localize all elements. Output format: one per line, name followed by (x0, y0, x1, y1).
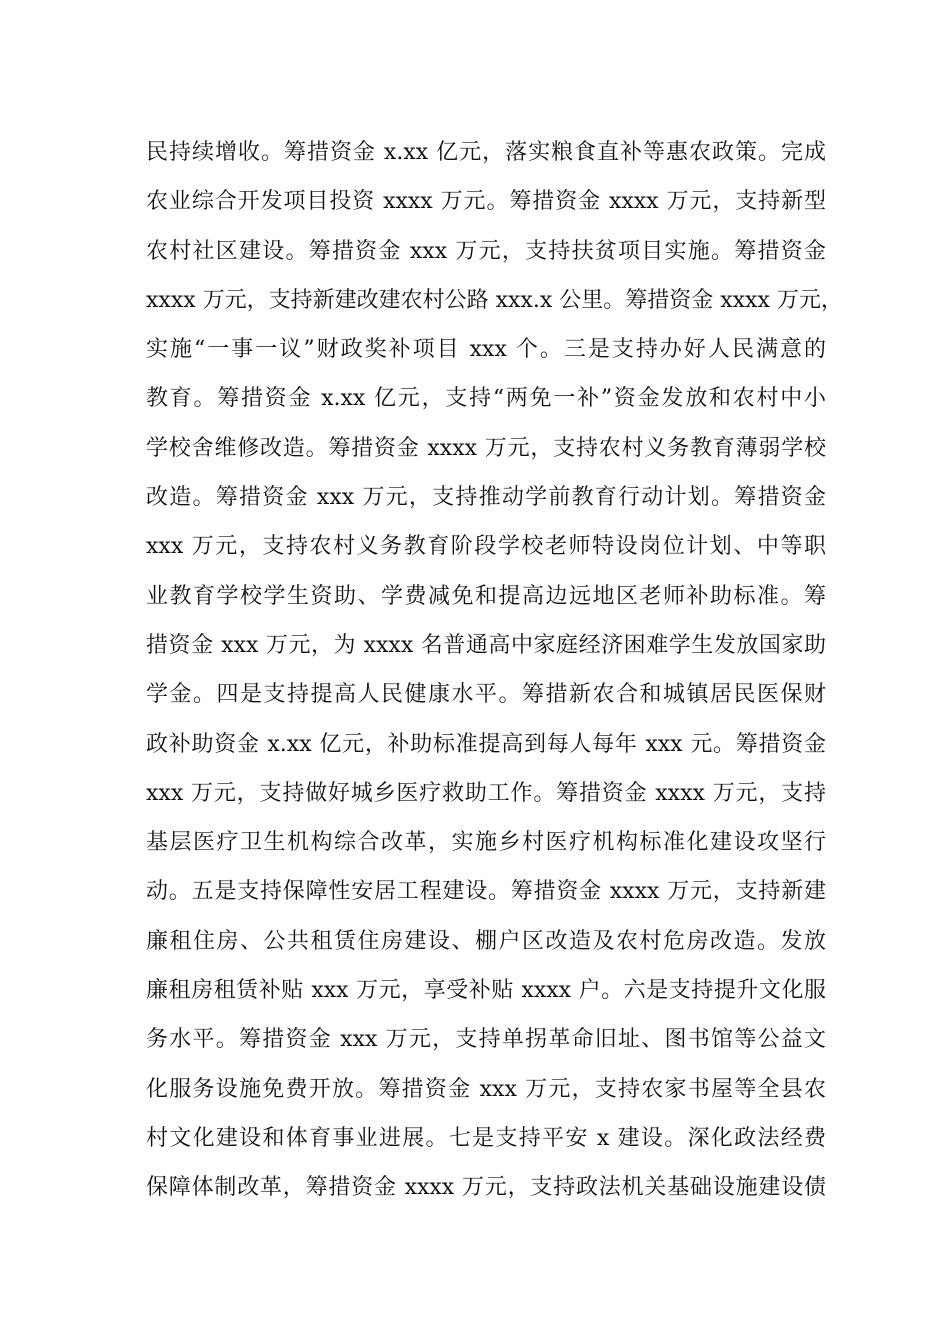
text-line: xxx 万元，支持农村义务教育阶段学校老师特设岗位计划、中等职 (146, 534, 826, 560)
text-line: 化服务设施免费开放。筹措资金 xxx 万元，支持农家书屋等全县农 (146, 1076, 826, 1102)
text-line: 农村社区建设。筹措资金 xxx 万元，支持扶贫项目实施。筹措资金 (146, 238, 826, 264)
text-line: 业教育学校学生资助、学费减免和提高边远地区老师补助标准。筹 (146, 583, 826, 609)
body-paragraph (146, 128, 843, 1213)
text-line: 保障体制改革，筹措资金 xxxx 万元，支持政法机关基础设施建设债 (146, 1175, 826, 1201)
text-line: 改造。筹措资金 xxx 万元，支持推动学前教育行动计划。筹措资金 (146, 485, 826, 511)
text-line: 学校舍维修改造。筹措资金 xxxx 万元，支持农村义务教育薄弱学校 (146, 435, 826, 461)
text-line: 廉租房租赁补贴 xxx 万元，享受补贴 xxxx 户。六是支持提升文化服 (146, 978, 826, 1004)
text-line: 农业综合开发项目投资 xxxx 万元。筹措资金 xxxx 万元，支持新型 (146, 189, 826, 215)
text-line: 教育。筹措资金 x.xx 亿元，支持“两免一补”资金发放和农村中小 (146, 386, 826, 412)
text-line: 措资金 xxx 万元，为 xxxx 名普通高中家庭经济困难学生发放国家助 (146, 632, 826, 658)
text-line: 基层医疗卫生机构综合改革，实施乡村医疗机构标准化建设攻坚行 (146, 830, 826, 856)
text-line: xxx 万元，支持做好城乡医疗救助工作。筹措资金 xxxx 万元，支持 (146, 780, 826, 806)
text-line: 学金。四是支持提高人民健康水平。筹措新农合和城镇居民医保财 (146, 682, 826, 708)
text-line: 村文化建设和体育事业进展。七是支持平安 x 建设。深化政法经费 (146, 1125, 826, 1151)
text-line: 务水平。筹措资金 xxx 万元，支持单拐革命旧址、图书馆等公益文 (146, 1027, 826, 1053)
text-line: xxxx 万元，支持新建改建农村公路 xxx.x 公里。筹措资金 xxxx 万元， (146, 287, 843, 313)
text-line: 民持续增收。筹措资金 x.xx 亿元，落实粮食直补等惠农政策。完成 (146, 140, 826, 165)
text-line: 廉租住房、公共租赁住房建设、棚户区改造及农村危房改造。发放 (146, 928, 826, 954)
text-line: 实施“一事一议”财政奖补项目 xxx 个。三是支持办好人民满意的 (146, 337, 826, 363)
text-line: 政补助资金 x.xx 亿元，补助标准提高到每人每年 xxx 元。筹措资金 (146, 731, 826, 757)
text-line: 动。五是支持保障性安居工程建设。筹措资金 xxxx 万元，支持新建 (146, 879, 826, 905)
